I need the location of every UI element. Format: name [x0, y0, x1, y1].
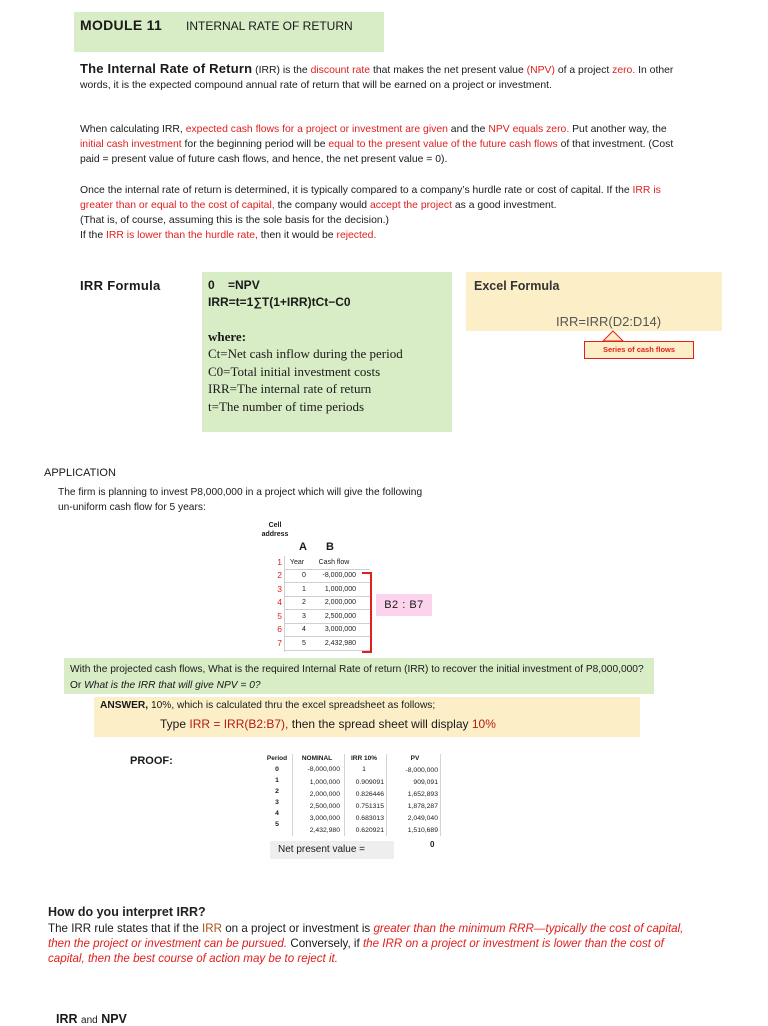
formula-definition: C0=Total initial investment costs	[208, 364, 381, 379]
proof-pv: 1,510,689	[407, 827, 438, 834]
proof-pv: 1,878,287	[407, 803, 438, 810]
cell-address-label: Cell address	[261, 522, 289, 538]
proof-period: 0	[275, 766, 279, 773]
proof-header: Period	[266, 755, 288, 762]
header-year: Year	[289, 559, 305, 566]
proof-nominal: -8,000,000	[307, 766, 340, 773]
interpret-highlight: the IRR on a project or investment is lower than the cost of capital, then the best course of action may be to reject it.	[48, 937, 664, 965]
interpret-plain: Conversely, if	[290, 937, 360, 950]
proof-header: NOMINAL	[301, 755, 333, 762]
application-text: The firm is planning to invest P8,000,000 in a project which will give the following un-uniform cash flow for 5 years:	[58, 487, 423, 513]
intro-text: of a project	[557, 65, 610, 76]
question-alt: What is the IRR that will give NPV = 0?	[84, 680, 261, 691]
irr-formula-label: IRR Formula	[80, 278, 161, 293]
grid-line	[284, 623, 370, 624]
para-highlight: accept the project	[369, 200, 453, 211]
proof-nominal: 2,000,000	[309, 791, 340, 798]
row-number: 1	[277, 557, 282, 567]
proof-header: IRR 10%	[350, 755, 377, 762]
proof-irr-factor: 0.909091	[355, 779, 384, 786]
cash-flow-cell: 2,432,980	[324, 640, 356, 647]
year-cell: 3	[302, 613, 306, 620]
npv-value: 0	[430, 840, 435, 849]
npv-highlight: (NPV)	[526, 65, 555, 76]
year-cell: 2	[302, 599, 306, 606]
grid-line	[284, 582, 370, 583]
footer-irr: IRR	[56, 1012, 78, 1026]
year-cell: 0	[302, 572, 306, 579]
interpret-irr: IRR	[202, 922, 222, 935]
para-text: as a good investment.	[454, 200, 557, 211]
formula-line-irr: IRR=t=1∑T(1+IRR)tCt−C0	[208, 295, 351, 309]
row-number: 7	[277, 638, 282, 648]
module-title: INTERNAL RATE OF RETURN	[186, 19, 353, 33]
formula-definition: IRR=The internal rate of return	[208, 381, 372, 396]
formula-definition: t=The number of time periods	[208, 399, 365, 414]
para-text: (That is, of course, assuming this is the sole basis for the decision.)	[80, 215, 389, 226]
para-highlight: expected cash flows for a project or investment are given	[185, 124, 448, 135]
column-b-header: B	[326, 541, 334, 553]
proof-irr-factor: 0.683013	[355, 815, 384, 822]
proof-header: PV	[410, 755, 420, 762]
grid-line	[284, 596, 370, 597]
zero-highlight: zero.	[612, 65, 636, 76]
answer-type-label: Type	[160, 717, 187, 731]
application-heading: APPLICATION	[44, 467, 116, 479]
proof-period: 4	[275, 810, 279, 817]
para-text: Once the internal rate of return is determined, it is typically compared to a company’s hurdle rate or cost of capital. If the	[80, 185, 630, 196]
row-number: 3	[277, 584, 282, 594]
npv-label: Net present value =	[278, 844, 365, 855]
year-cell: 4	[302, 626, 306, 633]
proof-label: PROOF:	[130, 755, 173, 767]
proof-period: 2	[275, 788, 279, 795]
year-cell: 5	[302, 640, 306, 647]
proof-period: 3	[275, 799, 279, 806]
irr-abbr: (IRR)	[255, 65, 280, 76]
intro-paragraph	[80, 61, 692, 93]
proof-irr-factor: 0.751315	[355, 803, 384, 810]
discount-rate-highlight: discount rate	[310, 65, 371, 76]
cash-flow-callout: Series of cash flows	[584, 341, 694, 359]
para-highlight: rejected.	[336, 230, 377, 241]
proof-irr-factor: 0.826446	[355, 791, 384, 798]
answer-text: 10%, which is calculated thru the excel spreadsheet as follows;	[150, 700, 436, 711]
proof-pv: 2,049,040	[407, 815, 438, 822]
formula-line-npv: 0 =NPV	[208, 278, 260, 292]
cash-flow-cell: -8,000,000	[322, 572, 356, 579]
intro-text: is the	[282, 65, 308, 76]
proof-period: 5	[275, 821, 279, 828]
formula-where: where:	[208, 329, 247, 344]
para-highlight: initial cash investment	[80, 139, 182, 150]
calculation-paragraph	[80, 122, 692, 167]
answer-instruction	[160, 717, 496, 731]
para-text: then it would be	[260, 230, 334, 241]
cash-flow-cell: 2,500,000	[324, 613, 356, 620]
row-number: 6	[277, 624, 282, 634]
para-text: and the	[450, 124, 486, 135]
footer-npv: NPV	[101, 1012, 127, 1026]
proof-pv: 1,652,893	[407, 791, 438, 798]
proof-nominal: 3,000,000	[309, 815, 340, 822]
row-number: 5	[277, 611, 282, 621]
proof-irr-factor: 1	[362, 766, 366, 773]
interpret-text	[48, 921, 684, 966]
footer-and: and	[81, 1015, 98, 1026]
para-text: of that investment. (Cost paid = present value of future cash flows, and hence, the net present value = 0).	[80, 139, 674, 165]
answer-result: 10%	[471, 717, 496, 731]
grid-line	[284, 569, 370, 570]
intro-text: In other words, it is the expected compound annual rate of return that will be earned on a project or investment.	[80, 65, 674, 91]
interpret-highlight: greater than the minimum RRR—typically the cost of capital, then the project or investment can be pursued.	[48, 922, 684, 950]
proof-nominal: 1,000,000	[309, 779, 340, 786]
question-main: With the projected cash flows, What is the required Internal Rate of return (IRR) to recover the initial investment of P8,000,000? Or	[70, 664, 644, 691]
answer-line	[100, 700, 435, 711]
intro-text: that makes the net present value	[372, 65, 524, 76]
column-a-header: A	[299, 541, 307, 553]
excel-formula-label: Excel Formula	[474, 279, 560, 293]
answer-label: ANSWER,	[100, 700, 149, 711]
proof-nominal: 2,500,000	[309, 803, 340, 810]
para-text: the company would	[277, 200, 368, 211]
cash-flow-cell: 1,000,000	[324, 586, 356, 593]
para-text: When calculating IRR,	[80, 124, 183, 135]
interpret-plain: The IRR rule states that if the	[48, 922, 199, 935]
interpret-heading: How do you interpret IRR?	[48, 905, 206, 919]
proof-nominal: 2,432,980	[309, 827, 340, 834]
cash-flow-cell: 2,000,000	[324, 599, 356, 606]
para-highlight: IRR is greater than or equal to the cost of capital,	[80, 185, 661, 211]
grid-line	[284, 636, 370, 637]
year-cell: 1	[302, 586, 306, 593]
para-highlight: NPV equals zero.	[488, 124, 570, 135]
header-cash-flow: Cash flow	[318, 559, 350, 566]
range-label: B2 : B7	[376, 594, 432, 616]
para-highlight: IRR is lower than the hurdle rate,	[106, 230, 258, 241]
formula-definition: Ct=Net cash inflow during the period	[208, 346, 403, 361]
answer-then: then the spread sheet will display	[291, 717, 469, 731]
para-text: for the beginning period will be	[184, 139, 326, 150]
decision-paragraph	[80, 183, 692, 243]
proof-irr-factor: 0.620921	[355, 827, 384, 834]
range-bracket	[362, 572, 372, 653]
proof-period: 1	[275, 777, 279, 784]
para-text: Put another way, the	[572, 124, 667, 135]
cash-flow-cell: 3,000,000	[324, 626, 356, 633]
proof-pv: -8,000,000	[405, 767, 438, 774]
grid-line	[284, 650, 370, 651]
intro-lead: The Internal Rate of Return	[80, 61, 253, 76]
proof-pv: 909,091	[413, 779, 438, 786]
answer-formula: IRR = IRR(B2:B7),	[189, 717, 289, 731]
excel-formula: IRR=IRR(D2:D14)	[556, 314, 662, 329]
grid-line	[284, 609, 370, 610]
para-highlight: equal to the present value of the future cash flows	[328, 139, 558, 150]
interpret-plain: on a project or investment is	[225, 922, 371, 935]
module-number: MODULE 11	[80, 17, 163, 33]
question-text	[70, 662, 650, 694]
row-number: 2	[277, 570, 282, 580]
para-text: If the	[80, 230, 104, 241]
row-number: 4	[277, 597, 282, 607]
